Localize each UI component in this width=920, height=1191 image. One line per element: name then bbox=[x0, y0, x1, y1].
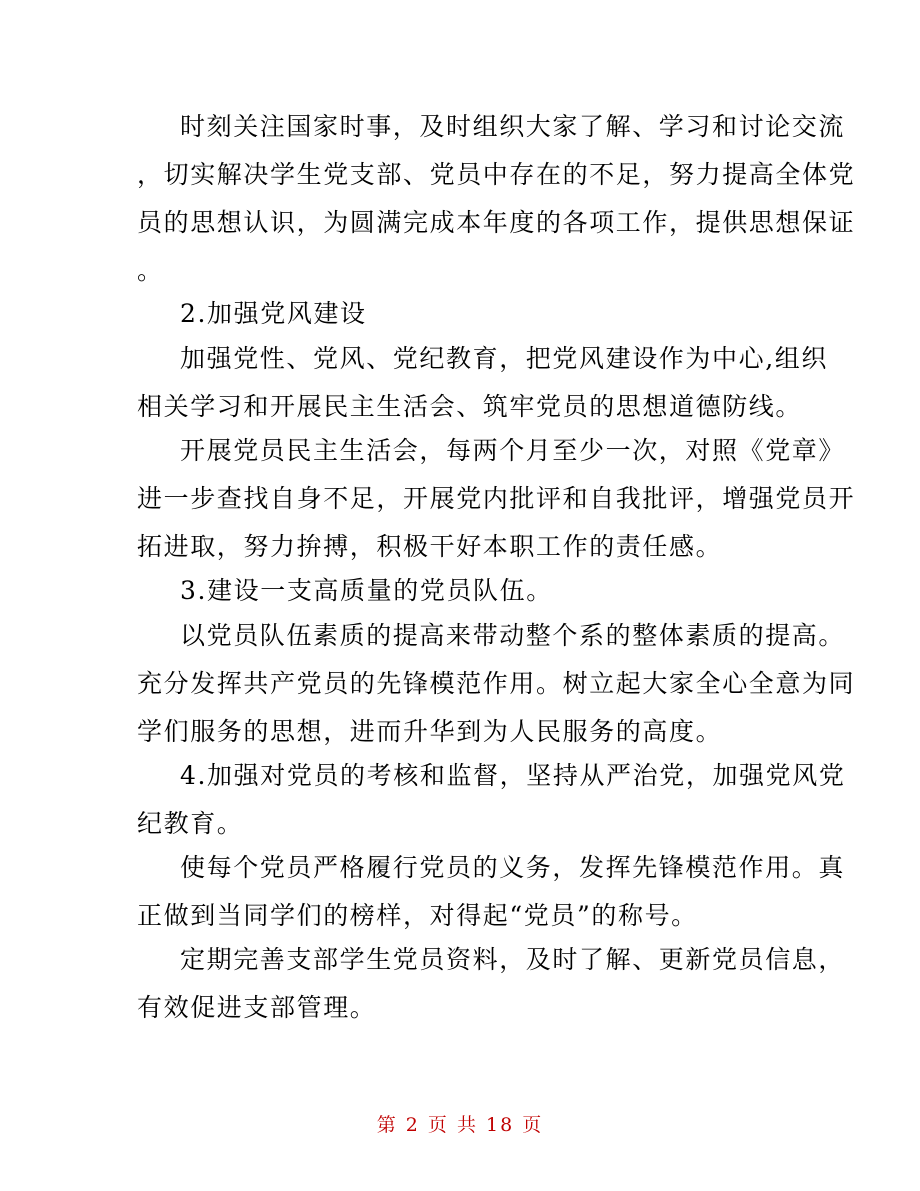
page-number-footer: 第 2 页 共 18 页 bbox=[376, 1114, 544, 1136]
text-line: 员的思想认识，为圆满完成本年度的各项工作，提供思想保证 bbox=[137, 208, 856, 237]
section-heading: 3.建设一支高质量的党员队伍。 bbox=[180, 576, 553, 605]
text-line: 加强党性、党风、党纪教育，把党风建设作为中心,组织 bbox=[180, 344, 828, 373]
text-line: 充分发挥共产党员的先锋模范作用。树立起大家全心全意为同 bbox=[137, 669, 856, 698]
text-line: 。 bbox=[137, 256, 164, 285]
section-heading: 4.加强对党员的考核和监督，坚持从严治党，加强党风党 bbox=[180, 761, 846, 790]
section-heading: 2.加强党风建设 bbox=[180, 299, 367, 328]
text-line: 进一步查找自身不足，开展党内批评和自我批评，增强党员开 bbox=[137, 484, 856, 513]
text-line: ，切实解决学生党支部、党员中存在的不足，努力提高全体党 bbox=[137, 160, 856, 189]
text-line: 有效促进支部管理。 bbox=[137, 993, 377, 1022]
text-line: 拓进取，努力拚搏，积极干好本职工作的责任感。 bbox=[137, 532, 723, 561]
text-line: 使每个党员严格履行党员的义务，发挥先锋模范作用。真 bbox=[180, 853, 846, 882]
text-line: 学们服务的思想，进而升华到为人民服务的高度。 bbox=[137, 717, 723, 746]
text-line: 时刻关注国家时事，及时组织大家了解、学习和讨论交流 bbox=[180, 112, 846, 141]
text-line: 正做到当同学们的榜样，对得起“党员”的称号。 bbox=[137, 901, 698, 930]
text-line: 纪教育。 bbox=[137, 809, 244, 838]
text-line: 定期完善支部学生党员资料，及时了解、更新党员信息， bbox=[180, 945, 846, 974]
text-line: 开展党员民主生活会，每两个月至少一次，对照《党章》 bbox=[180, 436, 846, 465]
text-line: 以党员队伍素质的提高来带动整个系的整体素质的提高。 bbox=[180, 621, 846, 650]
text-line: 相关学习和开展民主生活会、筑牢党员的思想道德防线。 bbox=[137, 392, 803, 421]
